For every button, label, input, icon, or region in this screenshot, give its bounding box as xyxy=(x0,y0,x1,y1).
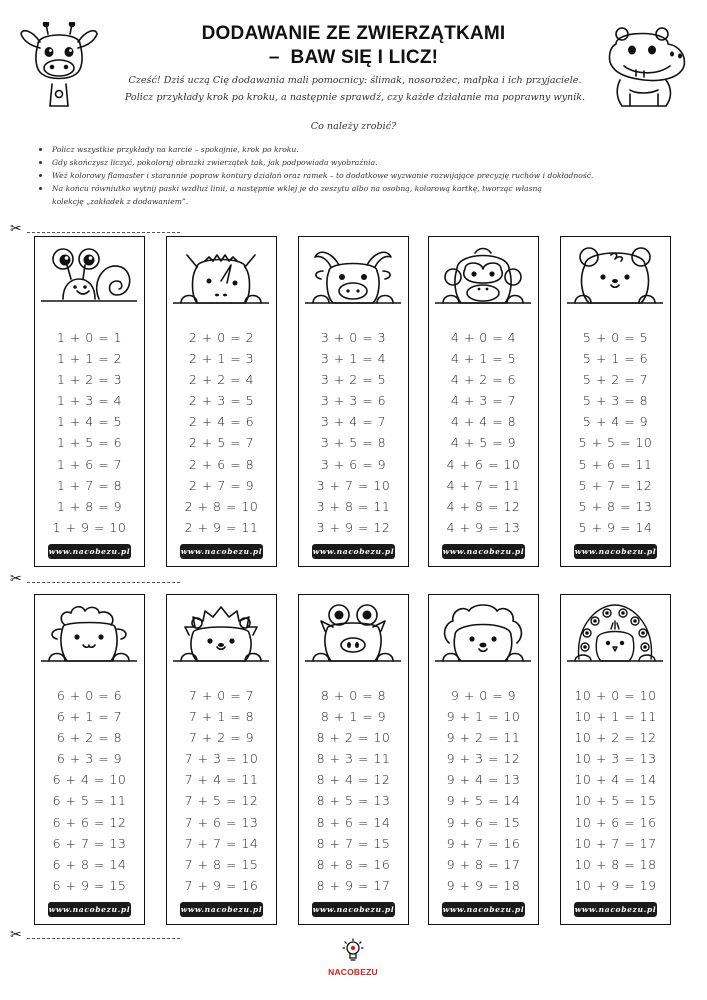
dashed-cut-guide xyxy=(27,582,180,583)
equation: 6 + 4 = 10 xyxy=(52,772,127,788)
equation: 2 + 1 = 3 xyxy=(188,351,255,367)
equation: 7 + 1 = 8 xyxy=(188,709,255,725)
equation-list xyxy=(561,327,670,538)
dashed-cut-guide xyxy=(27,232,180,233)
animal-picture xyxy=(41,599,137,669)
equation-list xyxy=(35,685,144,896)
animal-picture xyxy=(567,241,663,311)
equation: 4 + 8 = 12 xyxy=(446,498,521,514)
equation: 3 + 4 = 7 xyxy=(320,414,387,430)
equation: 10 + 9 = 19 xyxy=(574,877,657,893)
dashed-cut-guide xyxy=(27,938,180,939)
pig-icon xyxy=(305,599,401,669)
equation-list xyxy=(299,327,408,538)
animal-picture xyxy=(173,241,269,311)
equation: 9 + 5 = 14 xyxy=(446,793,521,809)
animal-picture xyxy=(305,599,401,669)
equation: 7 + 8 = 15 xyxy=(184,856,259,872)
equation: 6 + 5 = 11 xyxy=(52,793,127,809)
equation: 6 + 1 = 7 xyxy=(56,709,123,725)
equation: 5 + 7 = 12 xyxy=(578,477,653,493)
animal-picture xyxy=(435,599,531,669)
equation: 8 + 5 = 13 xyxy=(316,793,391,809)
bookmark-card xyxy=(560,236,671,567)
equation: 6 + 6 = 12 xyxy=(52,814,127,830)
equation: 5 + 6 = 11 xyxy=(578,456,653,472)
equation: 6 + 9 = 15 xyxy=(52,877,127,893)
instruction-item: Weź kolorowy flamaster i starannie popraw kontury działań oraz ramek – to dodatkowe wyzwanie rozwijające precyzję ruchów i dokładność. xyxy=(37,169,677,182)
scissors-icon: ✂ xyxy=(10,571,22,587)
equation: 9 + 6 = 15 xyxy=(446,814,521,830)
animal-picture xyxy=(305,241,401,311)
bookmark-card xyxy=(166,236,277,567)
intro-line-2: Policz przykłady krok po kroku, a następnie sprawdź, czy każde działanie ma poprawny wynik. xyxy=(124,92,586,103)
equation: 1 + 3 = 4 xyxy=(56,393,123,409)
equation: 5 + 4 = 9 xyxy=(582,414,649,430)
instruction-item: Gdy skończysz liczyć, pokoloruj obrazki zwierzątek tak, jak podpowiada wyobraźnia. xyxy=(37,156,677,169)
equation: 2 + 5 = 7 xyxy=(188,435,255,451)
equation: 1 + 5 = 6 xyxy=(56,435,123,451)
equation: 3 + 5 = 8 xyxy=(320,435,387,451)
website-label: www.nacobezu.pl xyxy=(574,544,657,559)
equation: 8 + 9 = 17 xyxy=(316,877,391,893)
equation: 2 + 0 = 2 xyxy=(188,330,255,345)
equation-list xyxy=(167,327,276,538)
website-label: www.nacobezu.pl xyxy=(312,902,395,917)
scissors-icon: ✂ xyxy=(10,927,22,943)
equation: 6 + 2 = 8 xyxy=(56,730,123,746)
instructions-list xyxy=(37,143,677,208)
website-label: www.nacobezu.pl xyxy=(312,544,395,559)
bear-icon xyxy=(567,241,663,311)
equation: 10 + 1 = 11 xyxy=(574,709,657,725)
equation: 8 + 0 = 8 xyxy=(320,688,387,703)
animal-picture xyxy=(41,241,137,311)
hedgehog-icon xyxy=(173,599,269,669)
equation: 1 + 0 = 1 xyxy=(56,330,123,345)
bookmark-card xyxy=(166,594,277,925)
equation: 1 + 7 = 8 xyxy=(56,477,123,493)
equation: 4 + 0 = 4 xyxy=(450,330,517,345)
equation-list xyxy=(561,685,670,896)
equation: 7 + 6 = 13 xyxy=(184,814,259,830)
equation: 6 + 0 = 6 xyxy=(56,688,123,703)
equation: 10 + 0 = 10 xyxy=(574,688,657,703)
equation: 7 + 2 = 9 xyxy=(188,730,255,746)
equation-list xyxy=(429,685,538,896)
website-label: www.nacobezu.pl xyxy=(442,544,525,559)
equation: 9 + 4 = 13 xyxy=(446,772,521,788)
equation: 8 + 2 = 10 xyxy=(316,730,391,746)
equation: 1 + 6 = 7 xyxy=(56,456,123,472)
website-label: www.nacobezu.pl xyxy=(574,902,657,917)
equation: 3 + 8 = 11 xyxy=(316,498,391,514)
equation: 7 + 3 = 10 xyxy=(184,751,259,767)
rhino-icon xyxy=(173,241,269,311)
equation: 10 + 8 = 18 xyxy=(574,856,657,872)
equation: 4 + 1 = 5 xyxy=(450,351,517,367)
equation: 7 + 5 = 12 xyxy=(184,793,259,809)
equation: 10 + 5 = 15 xyxy=(574,793,657,809)
equation: 8 + 6 = 14 xyxy=(316,814,391,830)
equation: 3 + 2 = 5 xyxy=(320,372,387,388)
equation: 10 + 7 = 17 xyxy=(574,835,657,851)
equation: 2 + 3 = 5 xyxy=(188,393,255,409)
bookmark-card xyxy=(34,594,145,925)
equation: 5 + 3 = 8 xyxy=(582,393,649,409)
website-label: www.nacobezu.pl xyxy=(48,902,131,917)
intro-line-1: Cześć! Dziś uczą Cię dodawania mali pomocnicy: ślimak, nosorożec, małpka i ich przyjaciele. xyxy=(128,75,582,86)
equation: 10 + 2 = 12 xyxy=(574,730,657,746)
instruction-item-continuation: kolekcję „zakładek z dodawaniem”. xyxy=(52,197,189,206)
equation: 3 + 6 = 9 xyxy=(320,456,387,472)
equation: 10 + 6 = 16 xyxy=(574,814,657,830)
equation: 8 + 8 = 16 xyxy=(316,856,391,872)
equation: 4 + 5 = 9 xyxy=(450,435,517,451)
equation: 1 + 2 = 3 xyxy=(56,372,123,388)
equation: 9 + 3 = 12 xyxy=(446,751,521,767)
equation: 8 + 4 = 12 xyxy=(316,772,391,788)
equation: 4 + 2 = 6 xyxy=(450,372,517,388)
equation: 1 + 1 = 2 xyxy=(56,351,123,367)
equation: 3 + 3 = 6 xyxy=(320,393,387,409)
bookmark-card xyxy=(428,236,539,567)
bookmark-card xyxy=(560,594,671,925)
lightbulb-logo-icon xyxy=(342,938,364,962)
equation: 5 + 8 = 13 xyxy=(578,498,653,514)
brand-logo xyxy=(315,938,391,977)
equation: 2 + 2 = 4 xyxy=(188,372,255,388)
title-line-1: DODAWANIE ZE ZWIERZĄTKAMI xyxy=(201,23,506,44)
equation: 3 + 7 = 10 xyxy=(316,477,391,493)
website-label: www.nacobezu.pl xyxy=(180,544,263,559)
equation: 5 + 0 = 5 xyxy=(582,330,649,345)
equation: 3 + 0 = 3 xyxy=(320,330,387,345)
peacock-icon xyxy=(567,599,663,669)
bookmark-card xyxy=(298,594,409,925)
bookmark-card xyxy=(298,236,409,567)
website-label: www.nacobezu.pl xyxy=(442,902,525,917)
equation: 9 + 8 = 17 xyxy=(446,856,521,872)
equation: 9 + 2 = 11 xyxy=(446,730,521,746)
equation-list xyxy=(429,327,538,538)
equation: 4 + 6 = 10 xyxy=(446,456,521,472)
lion-icon xyxy=(435,599,531,669)
equation: 1 + 8 = 9 xyxy=(56,498,123,514)
animal-picture xyxy=(567,599,663,669)
instruction-item: Na końcu równiutko wytnij paski wzdłuż linii, a następnie wklej je do zeszytu albo na osobną, kolorową kartkę, tworząc własną xyxy=(37,182,677,195)
equation: 7 + 7 = 14 xyxy=(184,835,259,851)
intro-text xyxy=(75,72,635,106)
equation: 8 + 7 = 15 xyxy=(316,835,391,851)
equation-list xyxy=(299,685,408,896)
equation: 4 + 7 = 11 xyxy=(446,477,521,493)
equation: 9 + 1 = 10 xyxy=(446,709,521,725)
equation: 7 + 0 = 7 xyxy=(188,688,255,703)
equation: 5 + 5 = 10 xyxy=(578,435,653,451)
equation: 9 + 9 = 18 xyxy=(446,877,521,893)
equation-list xyxy=(35,327,144,538)
animal-picture xyxy=(173,599,269,669)
animal-picture xyxy=(435,241,531,311)
equation: 3 + 9 = 12 xyxy=(316,519,391,535)
equation: 3 + 1 = 4 xyxy=(320,351,387,367)
bookmark-card xyxy=(34,236,145,567)
title-line-2: – BAW SIĘ I LICZ! xyxy=(268,47,439,68)
instructions-heading: Co należy zrobić? xyxy=(310,121,397,132)
equation: 5 + 9 = 14 xyxy=(578,519,653,535)
equation: 9 + 7 = 16 xyxy=(446,835,521,851)
equation: 8 + 1 = 9 xyxy=(320,709,387,725)
scissors-icon: ✂ xyxy=(10,221,22,237)
equation: 2 + 4 = 6 xyxy=(188,414,255,430)
equation: 4 + 4 = 8 xyxy=(450,414,517,430)
equation: 10 + 3 = 13 xyxy=(574,751,657,767)
equation: 2 + 8 = 10 xyxy=(184,498,259,514)
instruction-item: Policz wszystkie przykłady na karcie – spokojnie, krok po kroku. xyxy=(37,143,677,156)
snail-icon xyxy=(41,241,137,311)
equation: 5 + 2 = 7 xyxy=(582,372,649,388)
equation: 1 + 4 = 5 xyxy=(56,414,123,430)
equation: 2 + 9 = 11 xyxy=(184,519,259,535)
equation: 9 + 0 = 9 xyxy=(450,688,517,703)
bookmark-card xyxy=(428,594,539,925)
equation: 6 + 3 = 9 xyxy=(56,751,123,767)
sheep-icon xyxy=(41,599,137,669)
equation: 6 + 7 = 13 xyxy=(52,835,127,851)
cut-line xyxy=(10,571,180,588)
equation: 5 + 1 = 6 xyxy=(582,351,649,367)
equation-list xyxy=(167,685,276,896)
equation: 7 + 4 = 11 xyxy=(184,772,259,788)
equation: 4 + 9 = 13 xyxy=(446,519,521,535)
website-label: www.nacobezu.pl xyxy=(48,544,131,559)
equation: 6 + 8 = 14 xyxy=(52,856,127,872)
equation: 7 + 9 = 16 xyxy=(184,877,259,893)
equation: 1 + 9 = 10 xyxy=(52,519,127,535)
cut-line xyxy=(10,927,180,944)
page-title xyxy=(150,22,557,70)
website-label: www.nacobezu.pl xyxy=(180,902,263,917)
equation: 2 + 7 = 9 xyxy=(188,477,255,493)
equation: 2 + 6 = 8 xyxy=(188,456,255,472)
equation: 10 + 4 = 14 xyxy=(574,772,657,788)
monkey-icon xyxy=(435,241,531,311)
equation: 8 + 3 = 11 xyxy=(316,751,391,767)
brand-name: NACOBEZU xyxy=(328,967,378,977)
goat-icon xyxy=(305,241,401,311)
equation: 4 + 3 = 7 xyxy=(450,393,517,409)
